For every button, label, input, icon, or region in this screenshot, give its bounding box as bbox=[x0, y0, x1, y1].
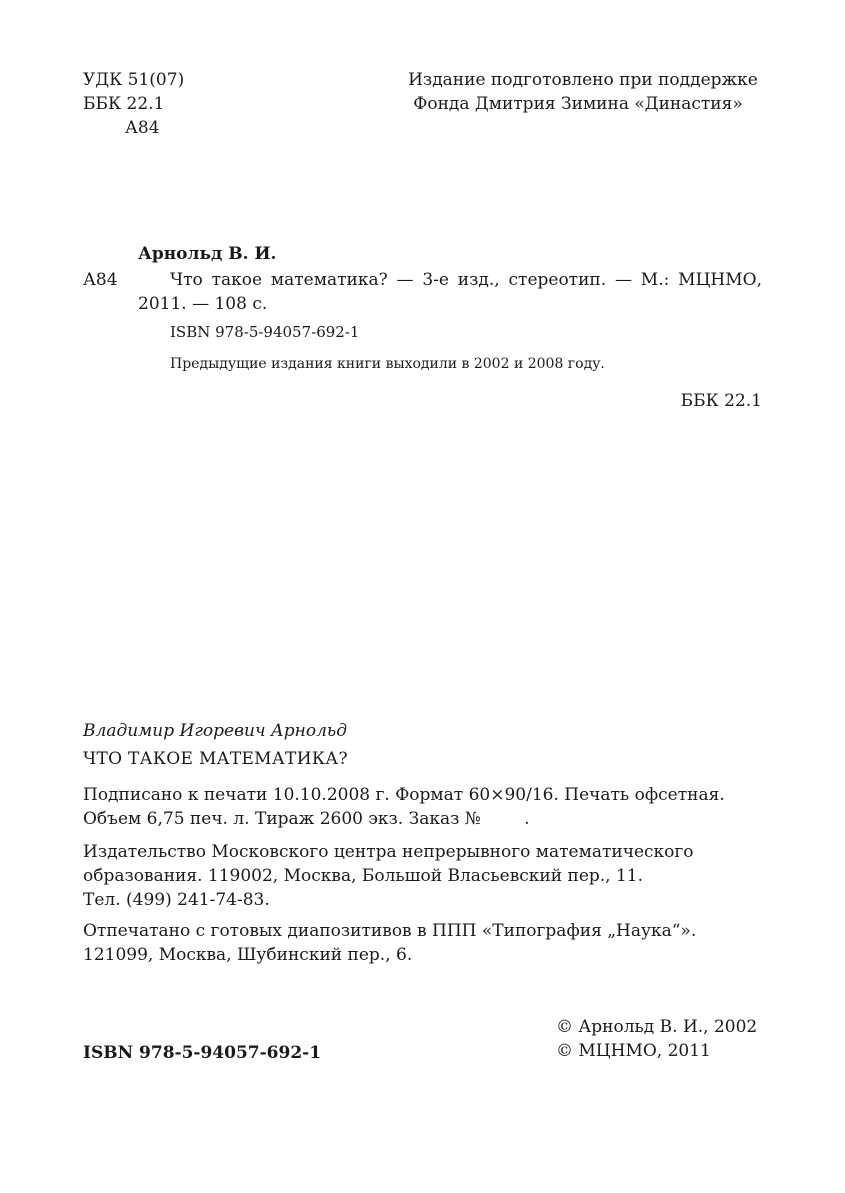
support-note bbox=[400, 68, 766, 116]
classification-block bbox=[83, 68, 184, 140]
printer-line1: Отпечатано с готовых диапозитивов в ППП «Типография „Наука“». bbox=[83, 921, 697, 941]
publisher-line2: образования. 119002, Москва, Большой Власьевский пер., 11. bbox=[83, 866, 644, 886]
publisher-line3: Тел. (499) 241-74-83. bbox=[83, 890, 270, 910]
catalog-title-line2: 2011. — 108 с. bbox=[138, 294, 268, 314]
book-title-caps: ЧТО ТАКОЕ МАТЕМАТИКА? bbox=[83, 749, 348, 769]
support-note-line1: Издание подготовлено при поддержке bbox=[408, 70, 758, 90]
copyright-publisher: © МЦНМО, 2011 bbox=[556, 1041, 711, 1061]
copyright-author: © Арнольд В. И., 2002 bbox=[556, 1017, 758, 1037]
previous-editions-note: Предыдущие издания книги выходили в 2002 и 2008 году. bbox=[170, 356, 605, 372]
bbk-code: ББК 22.1 bbox=[83, 94, 165, 114]
publisher-info bbox=[83, 840, 694, 912]
author-full-name: Владимир Игоревич Арнольд bbox=[83, 721, 347, 741]
print-details bbox=[83, 783, 725, 831]
support-note-line2: Фонда Дмитрия Зимина «Династия» bbox=[413, 94, 743, 114]
printer-info bbox=[83, 919, 696, 967]
catalog-bbk: ББК 22.1 bbox=[680, 391, 762, 411]
publisher-line1: Издательство Московского центра непрерывного математического bbox=[83, 842, 694, 862]
catalog-author: Арнольд В. И. bbox=[138, 244, 277, 264]
author-mark: А84 bbox=[125, 118, 160, 138]
catalog-title-line1: Что такое математика? — 3-е изд., стереотип. — М.: МЦНМО, bbox=[170, 270, 762, 290]
footer-isbn: ISBN 978-5-94057-692-1 bbox=[83, 1043, 322, 1063]
catalog-isbn: ISBN 978-5-94057-692-1 bbox=[170, 323, 360, 341]
udk-code: УДК 51(07) bbox=[83, 70, 185, 90]
print-details-line1: Подписано к печати 10.10.2008 г. Формат 60×90/16. Печать офсетная. bbox=[83, 785, 725, 805]
copyright-block bbox=[556, 1015, 757, 1063]
printer-line2: 121099, Москва, Шубинский пер., 6. bbox=[83, 945, 413, 965]
print-details-line2: Объем 6,75 печ. л. Тираж 2600 экз. Заказ № . bbox=[83, 809, 530, 829]
catalog-mark: А84 bbox=[83, 270, 118, 290]
